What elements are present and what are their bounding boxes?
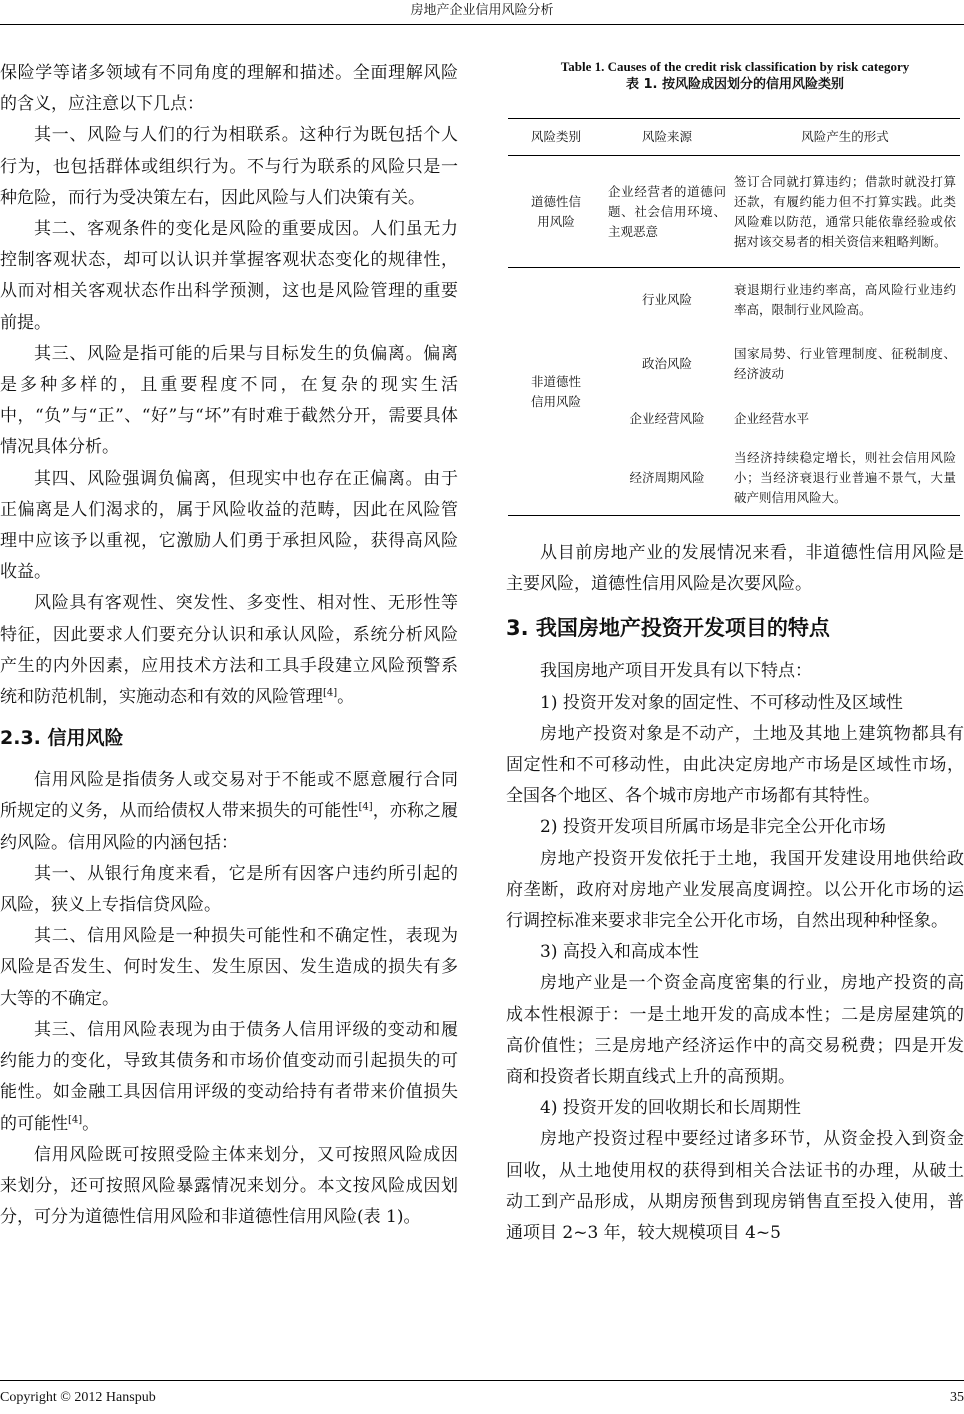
table-cell-category: 道德性信用风险 [508,156,604,268]
paragraph: 其一、风险与人们的行为相联系。这种行为既包括个人行为，也包括群体或组织行为。不与行为联系的风险只是一种危险，而行为受决策左右，因此风险与人们决策有关。 [0,125,458,208]
paragraph-end: 。 [337,687,355,708]
header-rule [0,24,964,25]
section-heading: 3. 我国房地产投资开发项目的特点 [506,616,830,641]
paragraph-end: ，亦称之履约风险。信用风险的内涵包括： [0,801,459,853]
footer-rule [0,1380,964,1381]
paragraph: 其二、客观条件的变化是风险的重要成因。人们虽无力控制客观状态，却可以认识并掌握客观状态变化的规律性，从而对相关客观状态作出科学预测，这也是风险管理的重要前提。 [0,219,458,333]
paragraph: 从目前房地产业的发展情况来看，非道德性信用风险是主要风险，道德性信用风险是次要风险。 [506,543,964,595]
table-row [508,268,960,332]
table-caption-zh: 表 1. 按风险成因划分的信用风险类别 [625,77,845,92]
left-column [0,58,458,1233]
table-header-cell: 风险类别 [508,119,604,156]
running-header: 房地产企业信用风险分析 [410,3,554,18]
paragraph [0,765,458,859]
list-item-title: 4) 投资开发的回收期长和长周期性 [540,1098,801,1119]
copyright: Copyright © 2012 Hanspub [0,1390,156,1405]
section-heading: 2.3. 信用风险 [0,727,124,750]
table-cell-source: 行业风险 [641,291,692,307]
paragraph: 保险学等诸多领域有不同角度的理解和描述。全面理解风险的含义，应注意以下几点： [0,63,458,115]
paragraph-text: 风险具有客观性、突发性、多变性、相对性、无形性等特征，因此要求人们要充分认识和承认风险，系统分析风险产生的内外因素，应用技术方法和工具手段建立风险预警系统和防范机制，实施动态和有效的风险管理 [0,593,458,708]
table-cell-source: 企业经营者的道德问题、社会信用环境、主观恶意 [604,156,730,268]
paragraph: 我国房地产项目开发具有以下特点： [540,661,812,682]
table-cell-category: 非道德性信用风险 [508,268,604,516]
paragraph: 其四、风险强调负偏离，但现实中也存在正偏离。由于正偏离是人们渴求的，属于风险收益的范畴，因此在风险管理中应该予以重视，它激励人们勇于承担风险，获得高风险收益。 [0,468,458,583]
right-column [506,58,964,1249]
citation-ref: [4] [323,687,338,699]
paragraph: 房地产投资开发依托于土地，我国开发建设用地供给政府垄断，政府对房地产业发展高度调控。以公开化市场的运行调控标准来要求非完全公开化市场，自然出现种种怪象。 [506,848,964,932]
citation-ref: [4] [68,1113,83,1125]
paragraph [0,588,458,713]
paragraph: 其一、从银行角度来看，它是所有因客户违约所引起的风险，狭义上专指信贷风险。 [0,863,458,916]
table-caption-en: Table 1. Causes of the credit risk classification by risk category [560,59,910,74]
paragraph: 其三、风险是指可能的后果与目标发生的负偏离。偏离是多种多样的，且重要程度不同，在复杂的现实生活中，“负”与“正”、“好”与“坏”有时难于截然分开，需要具体情况具体分析。 [0,343,458,458]
paragraph: 信用风险既可按照受险主体来划分，又可按照风险成因来划分，还可按照风险暴露情况来划分。本文按风险成因划分，可分为道德性信用风险和非道德性信用风险(表 1)。 [0,1144,458,1228]
paragraph: 其二、信用风险是一种损失可能性和不确定性，表现为风险是否发生、何时发生、发生原因、发生造成的损失有多大等的不确定。 [0,926,458,1009]
paragraph-end: 。 [82,1113,100,1134]
table-cell-form: 当经济持续稳定增长，则社会信用风险小；当经济衰退行业普遍不景气，大量破产则信用风险大。 [730,442,960,516]
paragraph-text: 其三、信用风险表现为由于债务人信用评级的变动和履约能力的变化，导致其债务和市场价值变动而引起损失的可能性。如金融工具因信用评级的变动给持有者带来价值损失的可能性 [0,1019,458,1134]
page-number: 35 [950,1390,964,1405]
citation-ref: [4] [358,801,373,813]
risk-category-table [508,118,960,516]
list-item-title: 3) 高投入和高成本性 [540,942,699,963]
table-cell-source: 经济周期风险 [604,442,730,516]
table-row [508,156,960,268]
list-item-title: 1) 投资开发对象的固定性、不可移动性及区域性 [540,692,903,713]
table-header-cell: 风险来源 [604,119,730,156]
paragraph-text: 信用风险是指债务人或交易对于不能或不愿意履行合同所规定的义务，从而给债权人带来损失的可能性 [0,770,458,822]
table-header-row [508,119,960,156]
table-cell-source: 政治风险 [641,355,692,371]
paragraph: 房地产投资过程中要经过诸多环节，从资金投入到资金回收，从土地使用权的获得到相关合法证书的办理，从破土动工到产品形成，从期房预售到现房销售直至投入使用，普通项目 2~3 年，较大规模项目 4~5 [506,1129,964,1244]
table-header-cell: 风险产生的形式 [730,119,960,156]
paragraph [0,1015,458,1140]
paragraph: 房地产业是一个资金高度密集的行业，房地产投资的高成本性根源于：一是土地开发的高成本性；二是房屋建筑的高价值性；三是房地产经济运作中的高交易税费；四是开发商和投资者长期直线式上升的高预期。 [506,973,964,1088]
table-cell-form: 签订合同就打算违约；借款时就没打算还款，有履约能力但不打算实践。此类风险难以防范，通常只能依靠经验或依据对该交易者的相关资信来粗略判断。 [730,156,960,268]
list-item-title: 2) 投资开发项目所属市场是非完全公开化市场 [540,817,886,838]
table-cell-form: 衰退期行业违约率高，高风险行业违约率高，限制行业风险高。 [734,281,956,317]
paragraph: 房地产投资对象是不动产，土地及其地上建筑物都具有固定性和不可移动性，由此决定房地产市场是区域性市场，全国各个地区、各个城市房地产市场都有其特性。 [506,723,964,807]
table-cell-source: 企业经营风险 [629,410,705,426]
table-cell-form: 企业经营水平 [734,410,810,426]
table-cell-form: 国家局势、行业管理制度、征税制度、经济波动 [734,345,956,381]
